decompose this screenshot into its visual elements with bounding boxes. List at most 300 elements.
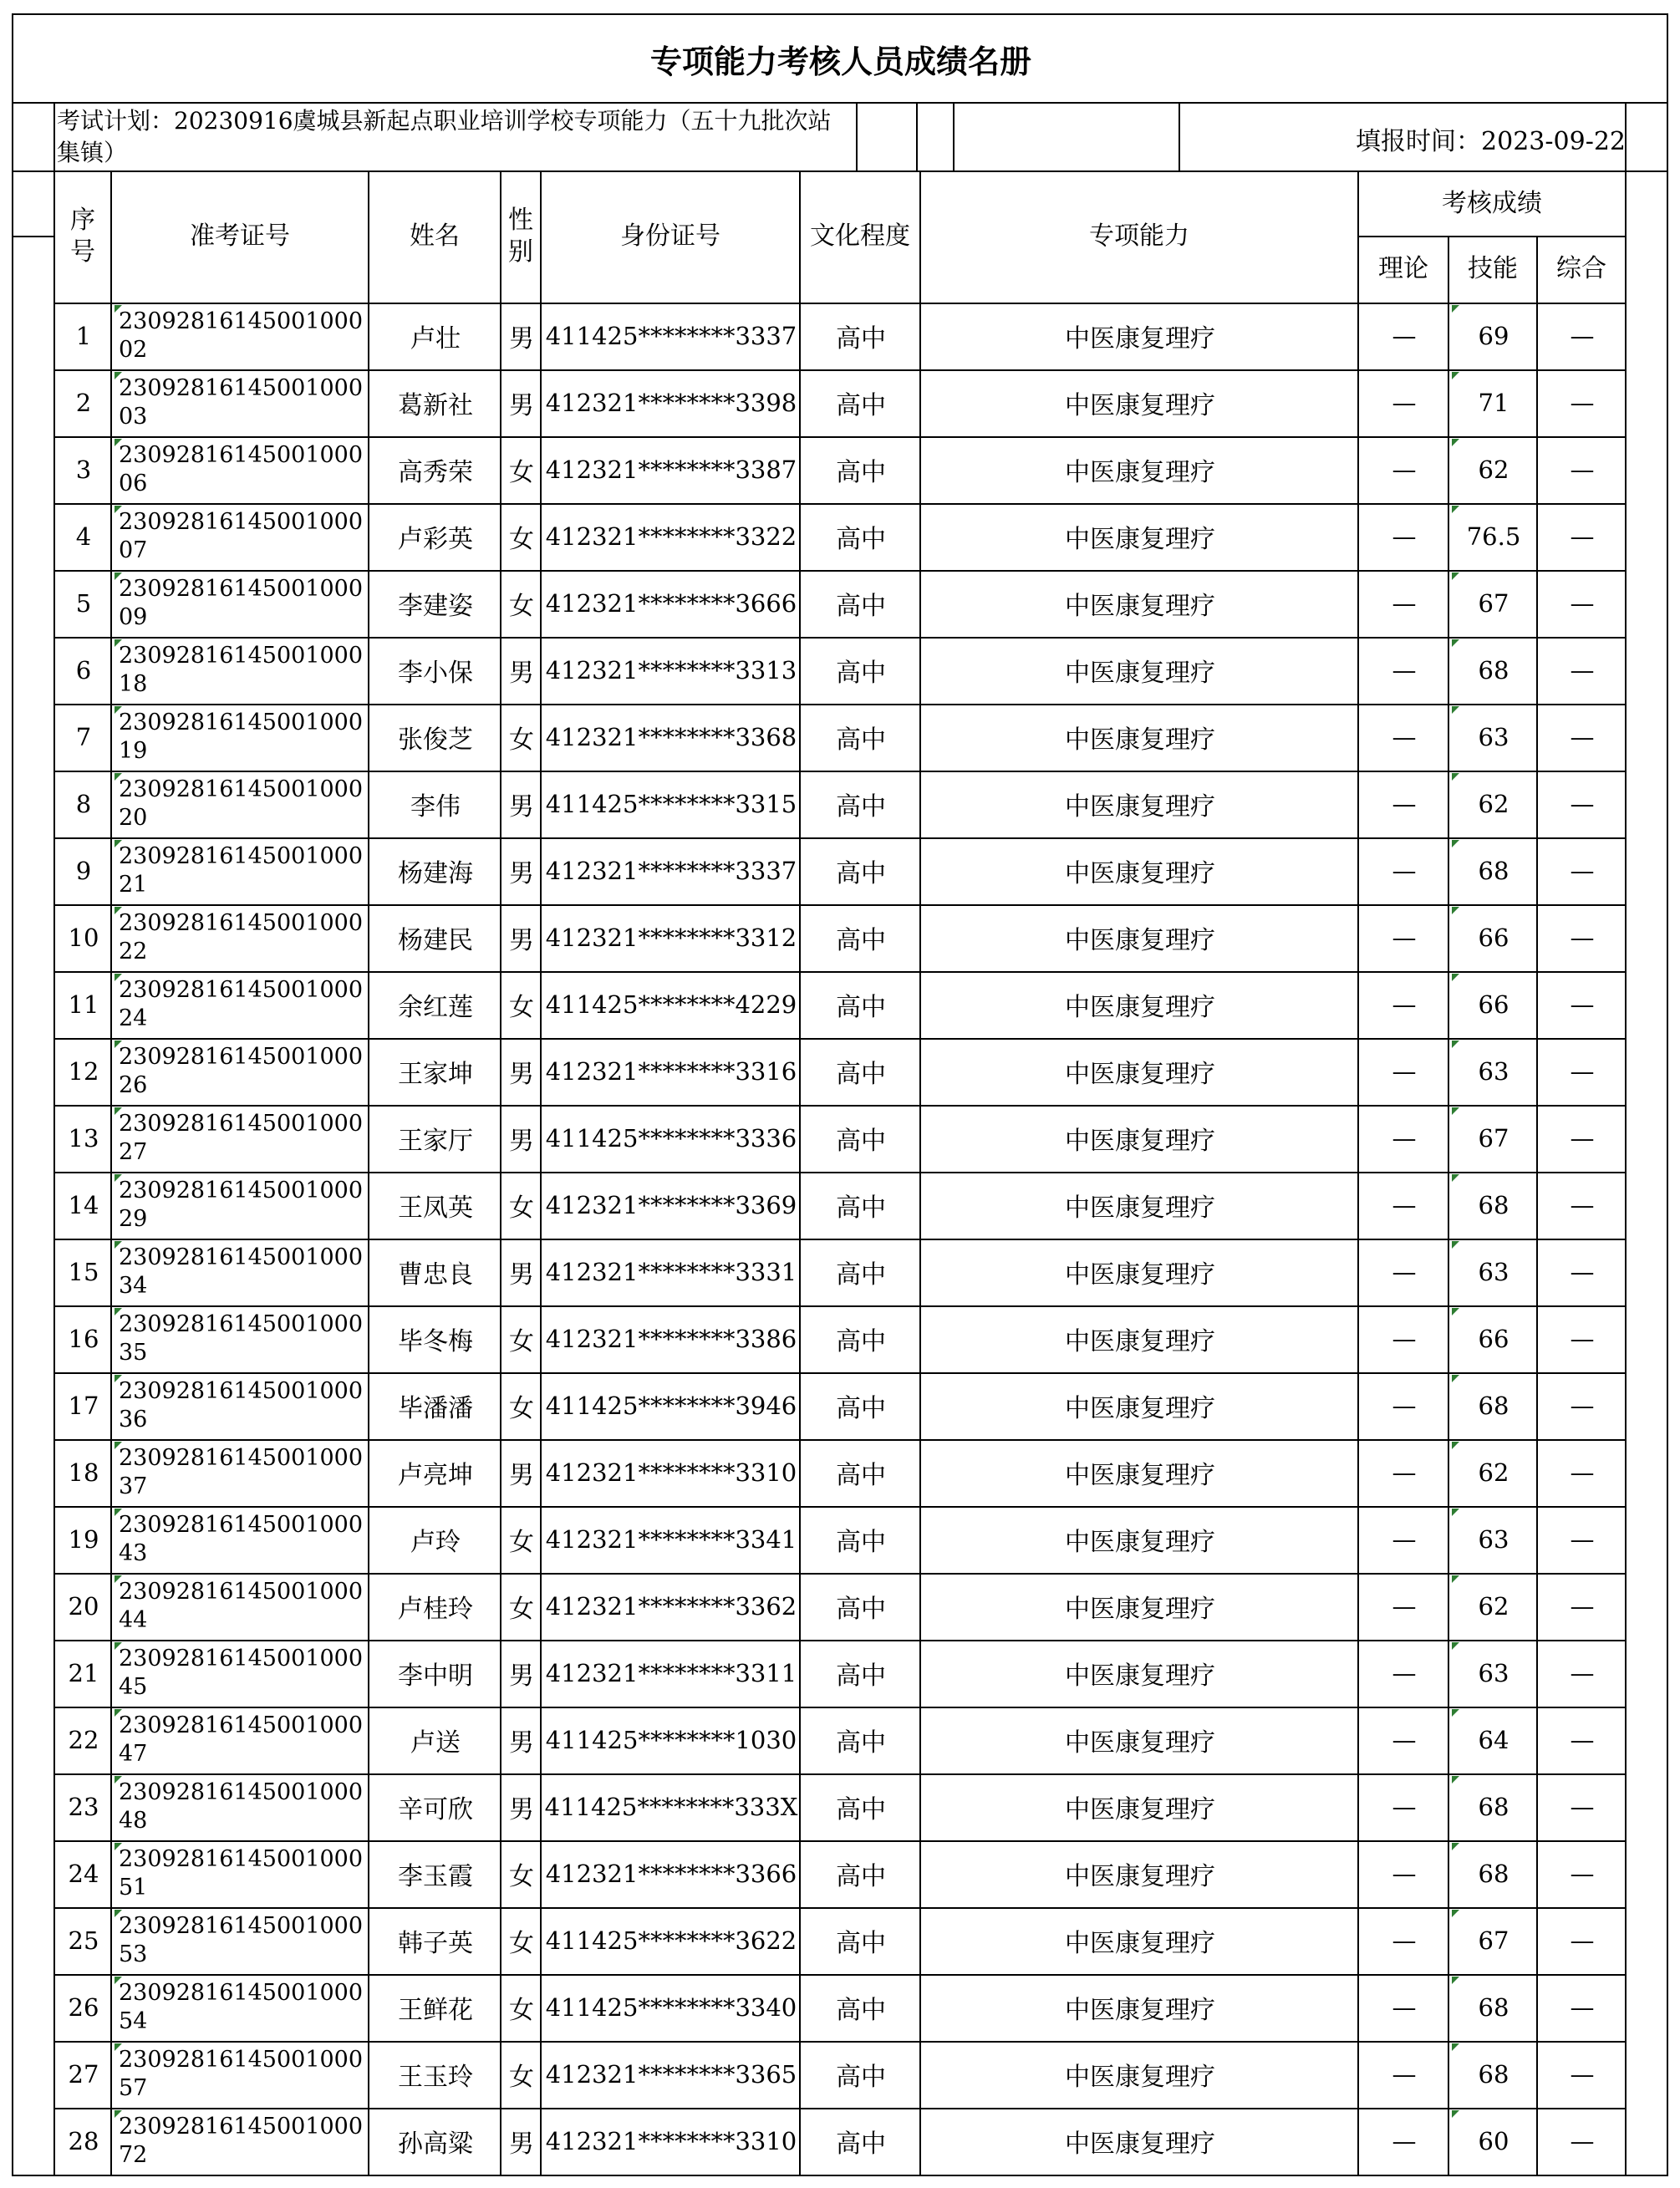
cell-seq: 2 [75,389,92,417]
cell-gender: 男 [509,1127,534,1156]
title-divider [12,102,1668,104]
cell-indicator-icon [115,1642,122,1650]
cell-ability: 中医康复理疗 [1065,859,1215,888]
cell-gender: 女 [509,1996,534,2025]
cell-name: 杨建民 [398,926,473,955]
cell-overall: — [1570,1458,1595,1487]
cell-indicator-icon [1452,572,1459,580]
cell-ticket: 2309281614500100036 [119,1378,364,1432]
cell-ticket: 2309281614500100029 [119,1178,364,1232]
cell-education: 高中 [836,1260,886,1290]
cell-name: 卢壮 [410,324,461,354]
info-cell-border [1179,102,1180,172]
cell-id: 411425********4229 [545,990,797,1019]
row-divider [53,837,1625,839]
cell-indicator-icon [1452,506,1459,513]
cell-education: 高中 [836,859,886,888]
cell-id: 411425********3315 [545,790,797,818]
cell-skill: 68 [1478,2060,1509,2089]
cell-name: 张俊芝 [398,725,473,755]
cell-theory: — [1392,322,1417,350]
cell-gender: 男 [509,1260,534,1290]
cell-id: 411425********3337 [545,322,797,350]
cell-ability: 中医康复理疗 [1065,1260,1215,1290]
row-divider [53,704,1625,705]
cell-education: 高中 [836,1996,886,2025]
cell-indicator-icon [1452,2043,1459,2051]
cell-id: 412321********3369 [545,1191,797,1219]
cell-gender: 女 [509,1528,534,1557]
cell-name: 葛新社 [398,391,473,420]
cell-skill: 71 [1478,389,1509,417]
cell-skill: 67 [1478,1926,1509,1955]
cell-ability: 中医康复理疗 [1065,2129,1215,2159]
cell-skill: 68 [1478,857,1509,885]
cell-id: 412321********3365 [545,2060,797,2089]
cell-gender: 男 [509,792,534,822]
cell-gender: 男 [509,1795,534,1824]
cell-education: 高中 [836,1461,886,1490]
cell-skill: 68 [1478,656,1509,684]
cell-theory: — [1392,2127,1417,2155]
cell-seq: 11 [68,990,99,1019]
cell-name: 王家厅 [398,1127,473,1156]
cell-overall: — [1570,857,1595,885]
cell-ticket: 2309281614500100019 [119,710,364,764]
cell-id: 412321********3331 [545,1258,797,1286]
cell-indicator-icon [1452,639,1459,647]
cell-indicator-icon [1452,1709,1459,1717]
frame-left [12,13,13,2175]
row-divider [53,1105,1625,1107]
cell-overall: — [1570,1592,1595,1621]
cell-indicator-icon [1452,1575,1459,1583]
cell-name: 曹忠良 [398,1260,473,1290]
cell-overall: — [1570,322,1595,350]
cell-indicator-icon [115,706,122,714]
cell-theory: — [1392,1860,1417,1888]
cell-theory: — [1392,790,1417,818]
cell-overall: — [1570,1191,1595,1219]
cell-ticket: 2309281614500100034 [119,1244,364,1299]
cell-indicator-icon [115,1709,122,1717]
cell-indicator-icon [115,840,122,847]
cell-ticket: 2309281614500100053 [119,1913,364,1967]
cell-indicator-icon [115,1174,122,1182]
cell-indicator-icon [1452,1509,1459,1516]
cell-seq: 21 [68,1659,99,1687]
cell-overall: — [1570,924,1595,952]
cell-ability: 中医康复理疗 [1065,926,1215,955]
cell-gender: 男 [509,324,534,354]
cell-education: 高中 [836,1661,886,1691]
cell-ticket: 2309281614500100047 [119,1712,364,1767]
cell-seq: 10 [68,924,99,952]
cell-theory: — [1392,924,1417,952]
cell-education: 高中 [836,391,886,420]
cell-id: 412321********3386 [545,1325,797,1353]
cell-overall: — [1570,2127,1595,2155]
cell-skill: 63 [1478,1659,1509,1687]
cell-education: 高中 [836,2129,886,2159]
column-divider [1448,236,1449,2175]
cell-education: 高中 [836,1327,886,1356]
cell-ability: 中医康复理疗 [1065,659,1215,688]
row-divider [53,1372,1625,1374]
cell-indicator-icon [115,572,122,580]
cell-overall: — [1570,2060,1595,2089]
cell-gender: 男 [509,2129,534,2159]
cell-skill: 63 [1478,723,1509,751]
cell-indicator-icon [115,1509,122,1516]
document-title: 专项能力考核人员成绩名册 [649,43,1031,80]
cell-name: 孙高粱 [398,2129,473,2159]
cell-indicator-icon [115,305,122,313]
cell-indicator-icon [1452,1174,1459,1182]
cell-name: 王凤英 [398,1193,473,1223]
cell-id: 412321********3310 [545,2127,797,2155]
cell-gender: 女 [509,993,534,1022]
cell-ability: 中医康复理疗 [1065,458,1215,487]
cell-id: 412321********3313 [545,656,797,684]
cell-seq: 9 [75,857,92,885]
row-divider [53,1974,1625,1976]
cell-ability: 中医康复理疗 [1065,1728,1215,1758]
fill-time: 填报时间：2023-09-22 [1356,127,1626,156]
cell-indicator-icon [1452,706,1459,714]
cell-overall: — [1570,990,1595,1019]
cell-theory: — [1392,1258,1417,1286]
info-cell-border [953,102,955,172]
cell-ticket: 2309281614500100024 [119,977,364,1031]
cell-theory: — [1392,1392,1417,1420]
cell-ability: 中医康复理疗 [1065,1661,1215,1691]
cell-ability: 中医康复理疗 [1065,1193,1215,1223]
cell-ticket: 2309281614500100035 [119,1311,364,1366]
row-divider [53,771,1625,772]
cell-ticket: 2309281614500100002 [119,308,364,363]
row-divider [53,904,1625,906]
cell-indicator-icon [1452,1241,1459,1249]
cell-indicator-icon [1452,1308,1459,1315]
cell-indicator-icon [1452,372,1459,379]
cell-ability: 中医康复理疗 [1065,1862,1215,1891]
cell-name: 李玉霞 [398,1862,473,1891]
cell-theory: — [1392,1124,1417,1153]
cell-id: 412321********3341 [545,1525,797,1554]
info-cell-border [856,102,858,172]
cell-overall: — [1570,522,1595,551]
cell-indicator-icon [1452,1375,1459,1382]
cell-seq: 18 [68,1458,99,1487]
cell-ticket: 2309281614500100022 [119,910,364,964]
cell-ability: 中医康复理疗 [1065,1595,1215,1624]
cell-skill: 62 [1478,790,1509,818]
cell-indicator-icon [115,1977,122,1984]
cell-skill: 68 [1478,1191,1509,1219]
header-seq-label: 序号 [70,206,95,267]
cell-id: 411425********3622 [545,1926,797,1955]
cell-id: 412321********3666 [545,589,797,618]
cell-name: 李建姿 [398,592,473,621]
cell-overall: — [1570,1860,1595,1888]
cell-gender: 女 [509,592,534,621]
cell-theory: — [1392,1659,1417,1687]
cell-theory: — [1392,522,1417,551]
cell-indicator-icon [1452,2110,1459,2118]
cell-name: 卢彩英 [398,525,473,554]
row-divider [53,1439,1625,1441]
cell-education: 高中 [836,458,886,487]
cell-seq: 25 [68,1926,99,1955]
cell-indicator-icon [115,907,122,914]
cell-ability: 中医康复理疗 [1065,993,1215,1022]
cell-gender: 男 [509,1060,534,1089]
cell-name: 李小保 [398,659,473,688]
cell-indicator-icon [1452,1977,1459,1984]
cell-seq: 19 [68,1525,99,1554]
header-name: 姓名 [410,221,460,251]
cell-theory: — [1392,1592,1417,1621]
row-divider [53,1239,1625,1240]
cell-theory: — [1392,389,1417,417]
cell-seq: 7 [75,723,92,751]
cell-ticket: 2309281614500100018 [119,643,364,697]
cell-id: 412321********3387 [545,455,797,484]
cell-overall: — [1570,1659,1595,1687]
cell-id: 412321********3366 [545,1860,797,1888]
frame-right [1667,13,1668,2175]
cell-ticket: 2309281614500100021 [119,843,364,898]
cell-name: 卢送 [410,1728,461,1758]
cell-ability: 中医康复理疗 [1065,525,1215,554]
cell-id: 412321********3398 [545,389,797,417]
row-divider [53,570,1625,572]
cell-theory: — [1392,1525,1417,1554]
cell-name: 卢玲 [410,1528,461,1557]
cell-name: 李中明 [398,1661,473,1691]
cell-indicator-icon [1452,773,1459,781]
cell-ability: 中医康复理疗 [1065,1327,1215,1356]
cell-overall: — [1570,1392,1595,1420]
row-divider [53,2041,1625,2043]
cell-gender: 男 [509,391,534,420]
header-overall: 综合 [1556,254,1606,283]
cell-name: 毕潘潘 [398,1394,473,1423]
cell-ability: 中医康复理疗 [1065,1127,1215,1156]
cell-education: 高中 [836,659,886,688]
cell-skill: 66 [1478,924,1509,952]
info-cell-border [916,102,918,172]
cell-education: 高中 [836,1127,886,1156]
cell-gender: 男 [509,1461,534,1490]
cell-ability: 中医康复理疗 [1065,391,1215,420]
cell-overall: — [1570,1325,1595,1353]
cell-seq: 14 [68,1191,99,1219]
cell-indicator-icon [1452,907,1459,914]
row-divider [53,503,1625,505]
cell-ticket: 2309281614500100054 [119,1980,364,2034]
cell-seq: 3 [75,455,92,484]
cell-indicator-icon [115,974,122,981]
cell-ticket: 2309281614500100020 [119,776,364,831]
cell-indicator-icon [115,1910,122,1917]
cell-theory: — [1392,857,1417,885]
cell-overall: — [1570,656,1595,684]
cell-ticket: 2309281614500100026 [119,1044,364,1098]
cell-seq: 15 [68,1258,99,1286]
cell-ticket: 2309281614500100057 [119,2047,364,2101]
cell-name: 卢亮坤 [398,1461,473,1490]
cell-seq: 20 [68,1592,99,1621]
cell-indicator-icon [115,439,122,446]
cell-seq: 22 [68,1726,99,1754]
cell-id: 412321********3322 [545,522,797,551]
header-ticket: 准考证号 [190,221,290,251]
cell-education: 高中 [836,725,886,755]
cell-theory: — [1392,1993,1417,2022]
cell-theory: — [1392,1793,1417,1821]
row-divider [53,1573,1625,1575]
cell-skill: 66 [1478,990,1509,1019]
cell-education: 高中 [836,1060,886,1089]
cell-indicator-icon [115,1041,122,1048]
cell-id: 412321********3311 [545,1659,797,1687]
cell-indicator-icon [1452,974,1459,981]
cell-ticket: 2309281614500100043 [119,1512,364,1566]
cell-skill: 68 [1478,1392,1509,1420]
cell-indicator-icon [115,1442,122,1449]
cell-overall: — [1570,1926,1595,1955]
row-divider [53,369,1625,371]
cell-skill: 60 [1478,2127,1509,2155]
cell-skill: 63 [1478,1525,1509,1554]
cell-skill: 68 [1478,1993,1509,2022]
cell-gender: 女 [509,1862,534,1891]
cell-name: 卢桂玲 [398,1595,473,1624]
cell-education: 高中 [836,1595,886,1624]
cell-theory: — [1392,990,1417,1019]
cell-education: 高中 [836,792,886,822]
cell-seq: 4 [75,522,92,551]
cell-indicator-icon [1452,1041,1459,1048]
cell-ticket: 2309281614500100007 [119,509,364,563]
cell-education: 高中 [836,926,886,955]
cell-overall: — [1570,1258,1595,1286]
cell-gender: 女 [509,725,534,755]
cell-indicator-icon [1452,1776,1459,1783]
cell-seq: 24 [68,1860,99,1888]
cell-indicator-icon [115,2110,122,2118]
header-score-group: 考核成绩 [1442,189,1542,218]
cell-ticket: 2309281614500100037 [119,1445,364,1499]
cell-seq: 16 [68,1325,99,1353]
cell-ticket: 2309281614500100027 [119,1111,364,1165]
cell-id: 412321********3362 [545,1592,797,1621]
cell-seq: 13 [68,1124,99,1153]
cell-seq: 28 [68,2127,99,2155]
cell-indicator-icon [115,1308,122,1315]
cell-seq: 12 [68,1057,99,1086]
cell-ability: 中医康复理疗 [1065,725,1215,755]
row-divider [53,637,1625,639]
row-divider [53,1506,1625,1508]
cell-skill: 63 [1478,1258,1509,1286]
cell-skill: 64 [1478,1726,1509,1754]
cell-indicator-icon [115,372,122,379]
cell-ability: 中医康复理疗 [1065,1795,1215,1824]
cell-skill: 68 [1478,1793,1509,1821]
cell-ability: 中医康复理疗 [1065,792,1215,822]
row-divider [53,1840,1625,1842]
cell-ability: 中医康复理疗 [1065,592,1215,621]
cell-indicator-icon [1452,305,1459,313]
cell-overall: — [1570,1525,1595,1554]
header-ability: 专项能力 [1089,221,1189,251]
cell-ability: 中医康复理疗 [1065,1060,1215,1089]
cell-ticket: 2309281614500100009 [119,576,364,630]
cell-id: 412321********3312 [545,924,797,952]
cell-gender: 男 [509,1728,534,1758]
cell-gender: 男 [509,926,534,955]
exam-plan: 考试计划：20230916虞城县新起点职业培训学校专项能力（五十九批次站集镇） [57,107,832,166]
cell-gender: 男 [509,659,534,688]
row-divider [53,1172,1625,1173]
header-gender-label: 性别 [508,206,533,267]
cell-overall: — [1570,589,1595,618]
cell-seq: 6 [75,656,92,684]
cell-gender: 女 [509,1929,534,1958]
cell-education: 高中 [836,324,886,354]
cell-education: 高中 [836,525,886,554]
header-theory: 理论 [1378,254,1428,283]
cell-education: 高中 [836,1862,886,1891]
cell-skill: 67 [1478,1124,1509,1153]
row-divider [53,1707,1625,1708]
cell-name: 李伟 [410,792,461,822]
cell-ability: 中医康复理疗 [1065,1929,1215,1958]
row-divider [53,1773,1625,1775]
cell-gender: 女 [509,525,534,554]
frame-top [12,13,1668,15]
cell-education: 高中 [836,2063,886,2092]
cell-indicator-icon [115,1843,122,1850]
cell-ticket: 2309281614500100003 [119,375,364,430]
cell-indicator-icon [115,1575,122,1583]
cell-theory: — [1392,656,1417,684]
cell-id: 411425********3340 [545,1993,797,2022]
cell-theory: — [1392,723,1417,751]
cell-ticket: 2309281614500100044 [119,1579,364,1633]
info-divider [12,170,1668,172]
cell-skill: 62 [1478,1458,1509,1487]
cell-seq: 1 [75,322,92,350]
cell-skill: 76.5 [1466,522,1521,551]
cell-overall: — [1570,1793,1595,1821]
cell-skill: 67 [1478,589,1509,618]
cell-id: 412321********3368 [545,723,797,751]
cell-ability: 中医康复理疗 [1065,1461,1215,1490]
cell-skill: 68 [1478,1860,1509,1888]
cell-theory: — [1392,1458,1417,1487]
cell-skill: 66 [1478,1325,1509,1353]
row-divider [53,1305,1625,1307]
header-education: 文化程度 [810,221,910,251]
cell-id: 411425********3946 [545,1392,797,1420]
cell-education: 高中 [836,592,886,621]
cell-theory: — [1392,1191,1417,1219]
cell-skill: 62 [1478,1592,1509,1621]
